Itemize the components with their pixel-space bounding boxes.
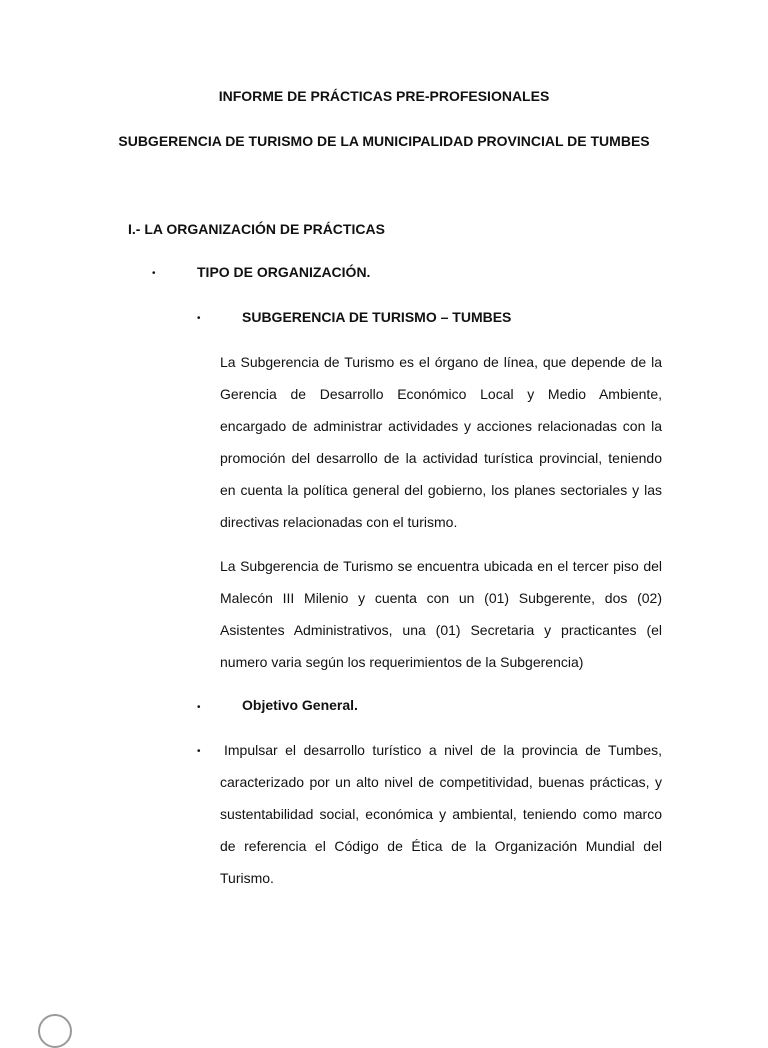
bullet-icon: •: [197, 702, 201, 713]
org-name-heading: SUBGERENCIA DE TURISMO – TUMBES: [242, 309, 512, 325]
objective-heading: Objetivo General.: [242, 697, 358, 713]
org-type-heading: TIPO DE ORGANIZACIÓN.: [197, 264, 371, 280]
section-heading: I.- LA ORGANIZACIÓN DE PRÁCTICAS: [128, 221, 385, 237]
bullet-icon: •: [152, 268, 156, 279]
report-subtitle: SUBGERENCIA DE TURISMO DE LA MUNICIPALIDAD PROVINCIAL DE TUMBES: [118, 133, 650, 149]
paragraph-location: La Subgerencia de Turismo se encuentra ubicada en el tercer piso del Malecón III Milenio y cuenta con un (01) Subgerente, dos (02) Asistentes Administrativos, una (01) Secretaria y practicantes (el numero varia según los requerimientos de la Subgerencia): [220, 558, 662, 670]
report-title: INFORME DE PRÁCTICAS PRE-PROFESIONALES: [218, 88, 550, 104]
seal-stamp-icon: [38, 1014, 72, 1048]
objective-text: Impulsar el desarrollo turístico a nivel de la provincia de Tumbes, caracterizado por un alto nivel de competitividad, buenas prácticas, y sustentabilidad social, económica y ambiental, teniendo como marco de referencia el Código de Ética de la Organización Mundial del Turismo.: [220, 742, 662, 886]
bullet-icon: •: [197, 313, 201, 324]
paragraph-description: La Subgerencia de Turismo es el órgano de línea, que depende de la Gerencia de Desarrollo Económico Local y Medio Ambiente, encargado de administrar actividades y acciones relacionadas con la promoción del desarrollo de la actividad turística provincial, teniendo en cuenta la política general del gobierno, los planes sectoriales y las directivas relacionadas con el turismo.: [220, 354, 662, 530]
bullet-icon: •: [197, 746, 201, 757]
